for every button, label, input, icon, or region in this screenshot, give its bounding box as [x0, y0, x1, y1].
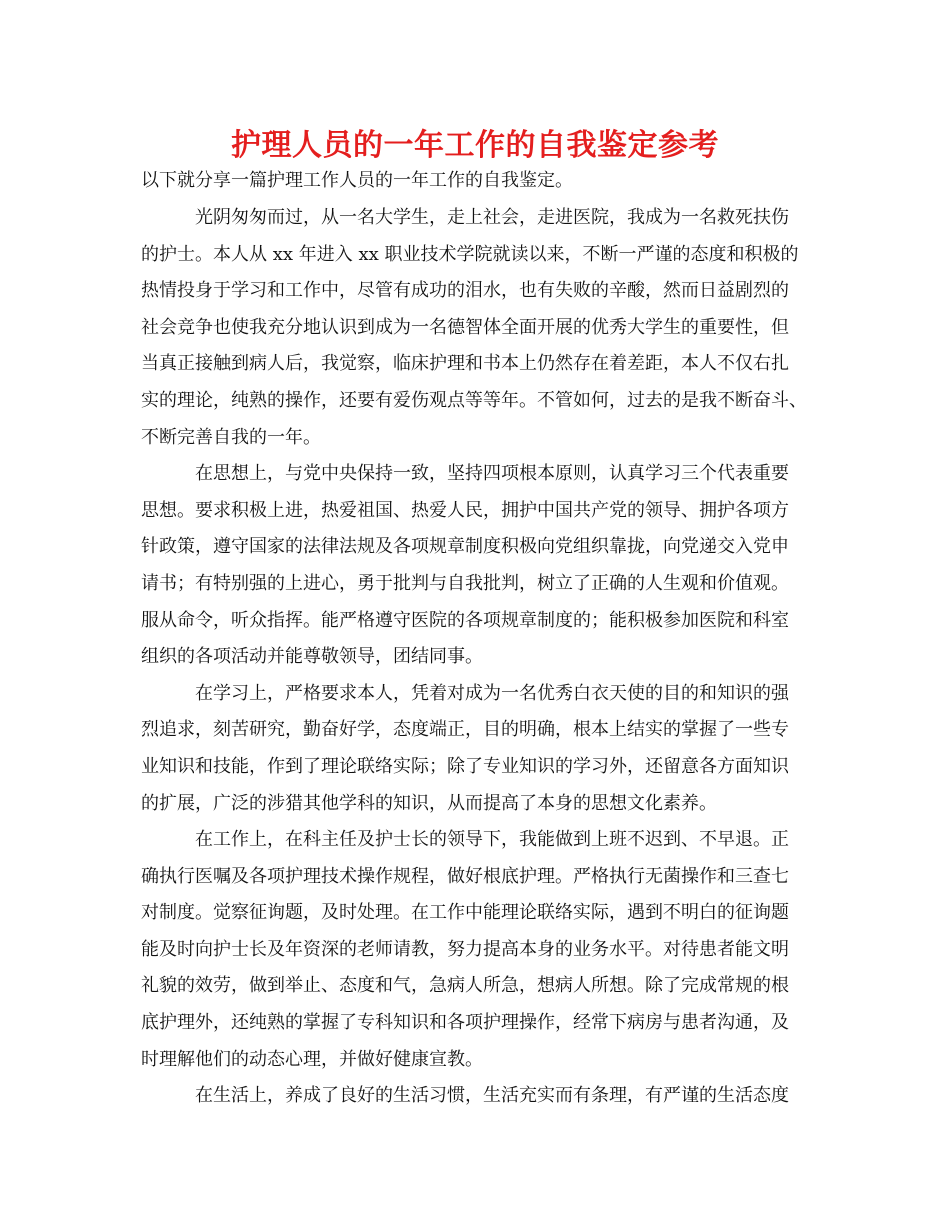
- paragraph-line: 底护理外，还纯熟的掌握了专科知识和各项护理操作，经常下病房与患者沟通，及: [141, 1012, 789, 1034]
- document-title: 护理人员的一年工作的自我鉴定参考: [231, 128, 719, 163]
- paragraph-line: 时理解他们的动态心理，并做好健康宣教。: [141, 1048, 483, 1070]
- paragraph-line: 在生活上，养成了良好的生活习惯，生活充实而有条理，有严谨的生活态度: [195, 1085, 789, 1107]
- paragraph-line: 在学习上，严格要求本人，凭着对成为一名优秀白衣天使的目的和知识的强: [195, 682, 789, 704]
- paragraph-line: 的护士。本人从 xx 年进入 xx 职业技术学院就读以来，不断一严谨的态度和积极的: [141, 243, 799, 265]
- paragraph-line: 光阴匆匆而过，从一名大学生，走上社会，走进医院，我成为一名救死扶伤: [195, 207, 789, 228]
- paragraph-line: 烈追求，刻苦研究，勤奋好学，态度端正，目的明确，根本上结实的掌握了一些专: [141, 719, 789, 741]
- paragraph-line: 在工作上，在科主任及护士长的领导下，我能做到上班不迟到、不早退。正: [195, 829, 789, 851]
- document-body: [141, 200, 831, 1115]
- paragraph-line: 不断完善自我的一年。: [141, 426, 321, 448]
- paragraph-line: 组织的各项活动并能尊敬领导，团结同事。: [141, 646, 483, 668]
- paragraph-line: 对制度。觉察征询题，及时处理。在工作中能理论联络实际，遇到不明白的征询题: [141, 902, 789, 924]
- paragraph-line: 针政策，遵守国家的法律法规及各项规章制度积极向党组织靠拢，向党递交入党申: [141, 536, 789, 558]
- paragraph-line: 请书；有特别强的上进心，勇于批判与自我批判，树立了正确的人生观和价值观。: [141, 572, 789, 594]
- paragraph-line: 服从命令，听众指挥。能严格遵守医院的各项规章制度的；能积极参加医院和科室: [141, 609, 789, 631]
- paragraph-line: 思想。要求积极上进，热爱祖国、热爱人民，拥护中国共产党的领导、拥护各项方: [141, 499, 789, 521]
- intro-line: 以下就分享一篇护理工作人员的一年工作的自我鉴定。: [141, 170, 573, 191]
- paragraph-line: 实的理论，纯熟的操作，还要有爱伤观点等等年。不管如何，过去的是我不断奋斗、: [141, 389, 807, 411]
- paragraph-line: 社会竞争也使我充分地认识到成为一名德智体全面开展的优秀大学生的重要性，但: [141, 316, 789, 338]
- paragraph-line: 能及时向护士长及年资深的老师请教，努力提高本身的业务水平。对待患者能文明: [141, 938, 789, 960]
- paragraph-line: 业知识和技能，作到了理论联络实际；除了专业知识的学习外，还留意各方面知识: [141, 755, 789, 777]
- paragraph-line: 当真正接触到病人后，我觉察，临床护理和书本上仍然存在着差距，本人不仅右扎: [141, 353, 789, 375]
- paragraph-line: 礼貌的效劳，做到举止、态度和气，急病人所急，想病人所想。除了完成常规的根: [141, 975, 789, 997]
- paragraph-line: 热情投身于学习和工作中，尽管有成功的泪水，也有失败的辛酸，然而日益剧烈的: [141, 280, 789, 302]
- paragraph-line: 在思想上，与党中央保持一致，坚持四项根本原则，认真学习三个代表重要: [195, 463, 789, 485]
- paragraph-line: 确执行医嘱及各项护理技术操作规程，做好根底护理。严格执行无菌操作和三查七: [141, 865, 789, 887]
- paragraph-line: 的扩展，广泛的涉猎其他学科的知识，从而提高了本身的思想文化素养。: [141, 792, 717, 814]
